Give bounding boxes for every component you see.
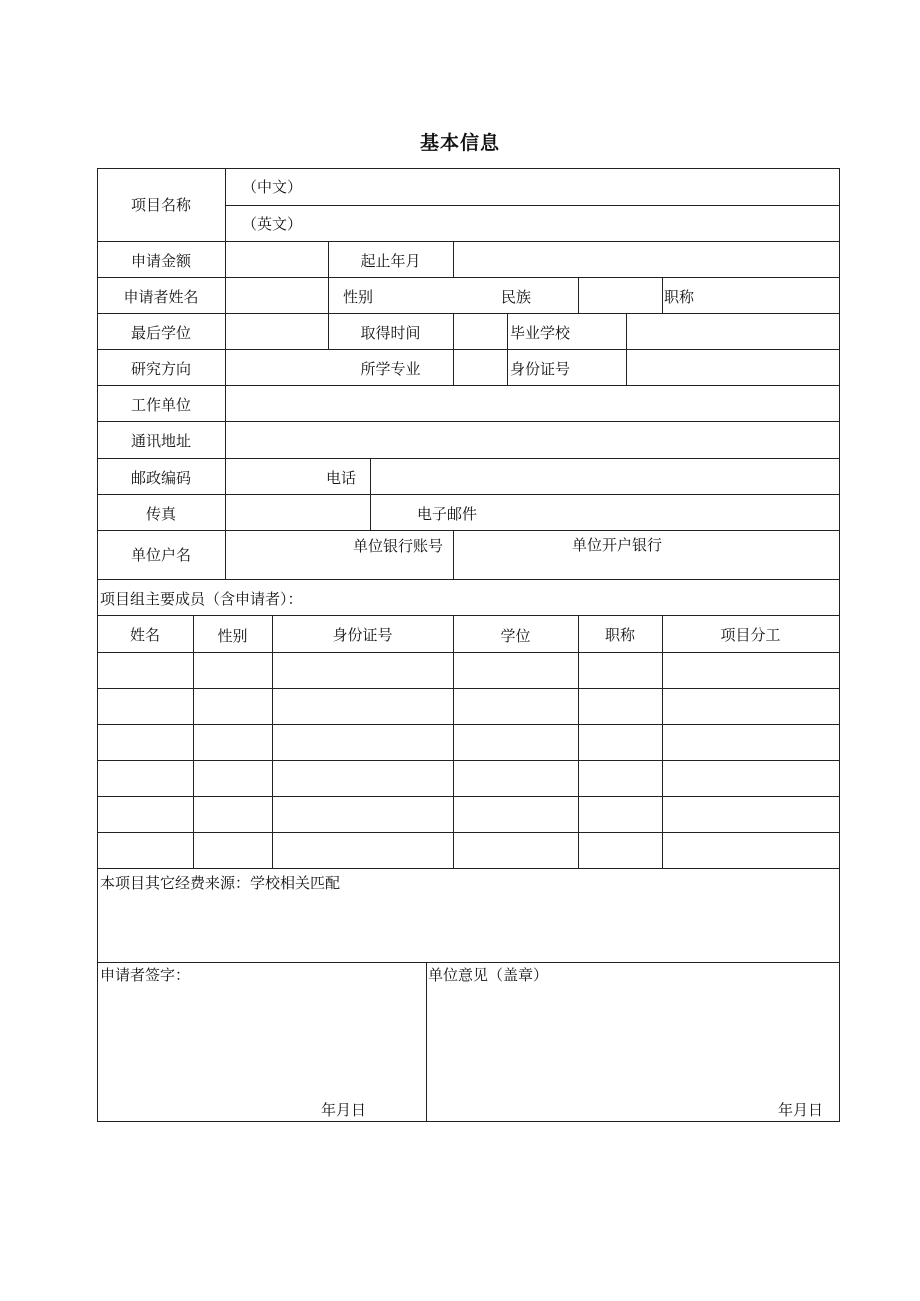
ethnicity-label: 民族 — [501, 288, 532, 306]
unit-opinion-label: 单位意见（盖章） — [428, 966, 549, 984]
employer-field[interactable] — [226, 386, 839, 421]
bank-label: 单位开户银行 — [572, 536, 663, 554]
table-row[interactable] — [97, 832, 839, 868]
degree-label: 最后学位 — [130, 324, 191, 342]
postcode-label: 邮政编码 — [130, 469, 191, 487]
funding-text: 本项目其它经费来源：学校相关匹配 — [100, 874, 341, 892]
col-gender: 性别 — [217, 627, 248, 645]
job-title-label: 职称 — [664, 288, 695, 306]
date-obtained-label: 取得时间 — [360, 324, 421, 342]
id-number-label: 身份证号 — [510, 360, 571, 378]
amount-label: 申请金额 — [130, 252, 191, 270]
research-label: 研究方向 — [130, 360, 191, 378]
project-name-en-field[interactable] — [307, 206, 839, 241]
applicant-name-label: 申请者姓名 — [123, 288, 199, 306]
phone-label: 电话 — [326, 469, 357, 487]
table-row[interactable] — [97, 760, 839, 796]
col-job-title: 职称 — [604, 626, 635, 644]
funding-field[interactable] — [98, 893, 839, 962]
page-title: 基本信息 — [419, 132, 500, 154]
address-field[interactable] — [226, 422, 839, 458]
email-label: 电子邮件 — [417, 505, 478, 523]
project-name-label: 项目名称 — [130, 196, 191, 214]
col-task: 项目分工 — [720, 626, 781, 644]
major-label: 所学专业 — [360, 360, 421, 378]
members-heading: 项目组主要成员（含申请者）： — [100, 590, 303, 608]
employer-label: 工作单位 — [130, 396, 191, 414]
table-row[interactable] — [97, 724, 839, 760]
project-name-cn-field[interactable] — [307, 169, 839, 205]
degree-field[interactable] — [226, 314, 328, 349]
period-label: 起止年月 — [360, 252, 421, 270]
signature-field[interactable] — [98, 988, 426, 1098]
applicant-name-field[interactable] — [226, 278, 328, 313]
amount-field[interactable] — [226, 242, 328, 277]
table-row[interactable] — [97, 652, 839, 688]
col-name: 姓名 — [129, 626, 160, 644]
period-field[interactable] — [454, 242, 839, 277]
signature-date: 年月日 — [321, 1101, 367, 1119]
application-form — [97, 168, 840, 1122]
school-field[interactable] — [627, 314, 839, 349]
research-field[interactable] — [226, 350, 328, 385]
unit-opinion-field[interactable] — [427, 988, 839, 1098]
account-name-label: 单位户名 — [130, 546, 191, 564]
fax-label: 传真 — [145, 505, 176, 523]
signature-label: 申请者签字： — [100, 966, 191, 984]
col-degree: 学位 — [500, 627, 531, 645]
project-name-en-label: （英文） — [242, 215, 303, 233]
table-row[interactable] — [97, 688, 839, 724]
phone-field[interactable] — [371, 459, 839, 494]
gender-label: 性别 — [343, 288, 374, 306]
member-rows — [97, 652, 839, 868]
major-field[interactable] — [454, 350, 507, 385]
id-number-field[interactable] — [627, 350, 839, 385]
bank-account-label: 单位银行账号 — [353, 537, 444, 555]
address-label: 通讯地址 — [130, 432, 191, 450]
fax-field[interactable] — [226, 495, 370, 530]
school-label: 毕业学校 — [510, 324, 571, 342]
ethnicity-field[interactable] — [579, 278, 662, 313]
col-id-number: 身份证号 — [332, 626, 393, 644]
date-obtained-field[interactable] — [454, 314, 507, 349]
unit-opinion-date: 年月日 — [778, 1101, 824, 1119]
account-name-field[interactable] — [226, 531, 326, 579]
project-name-cn-label: （中文） — [242, 178, 303, 196]
table-row[interactable] — [97, 796, 839, 832]
